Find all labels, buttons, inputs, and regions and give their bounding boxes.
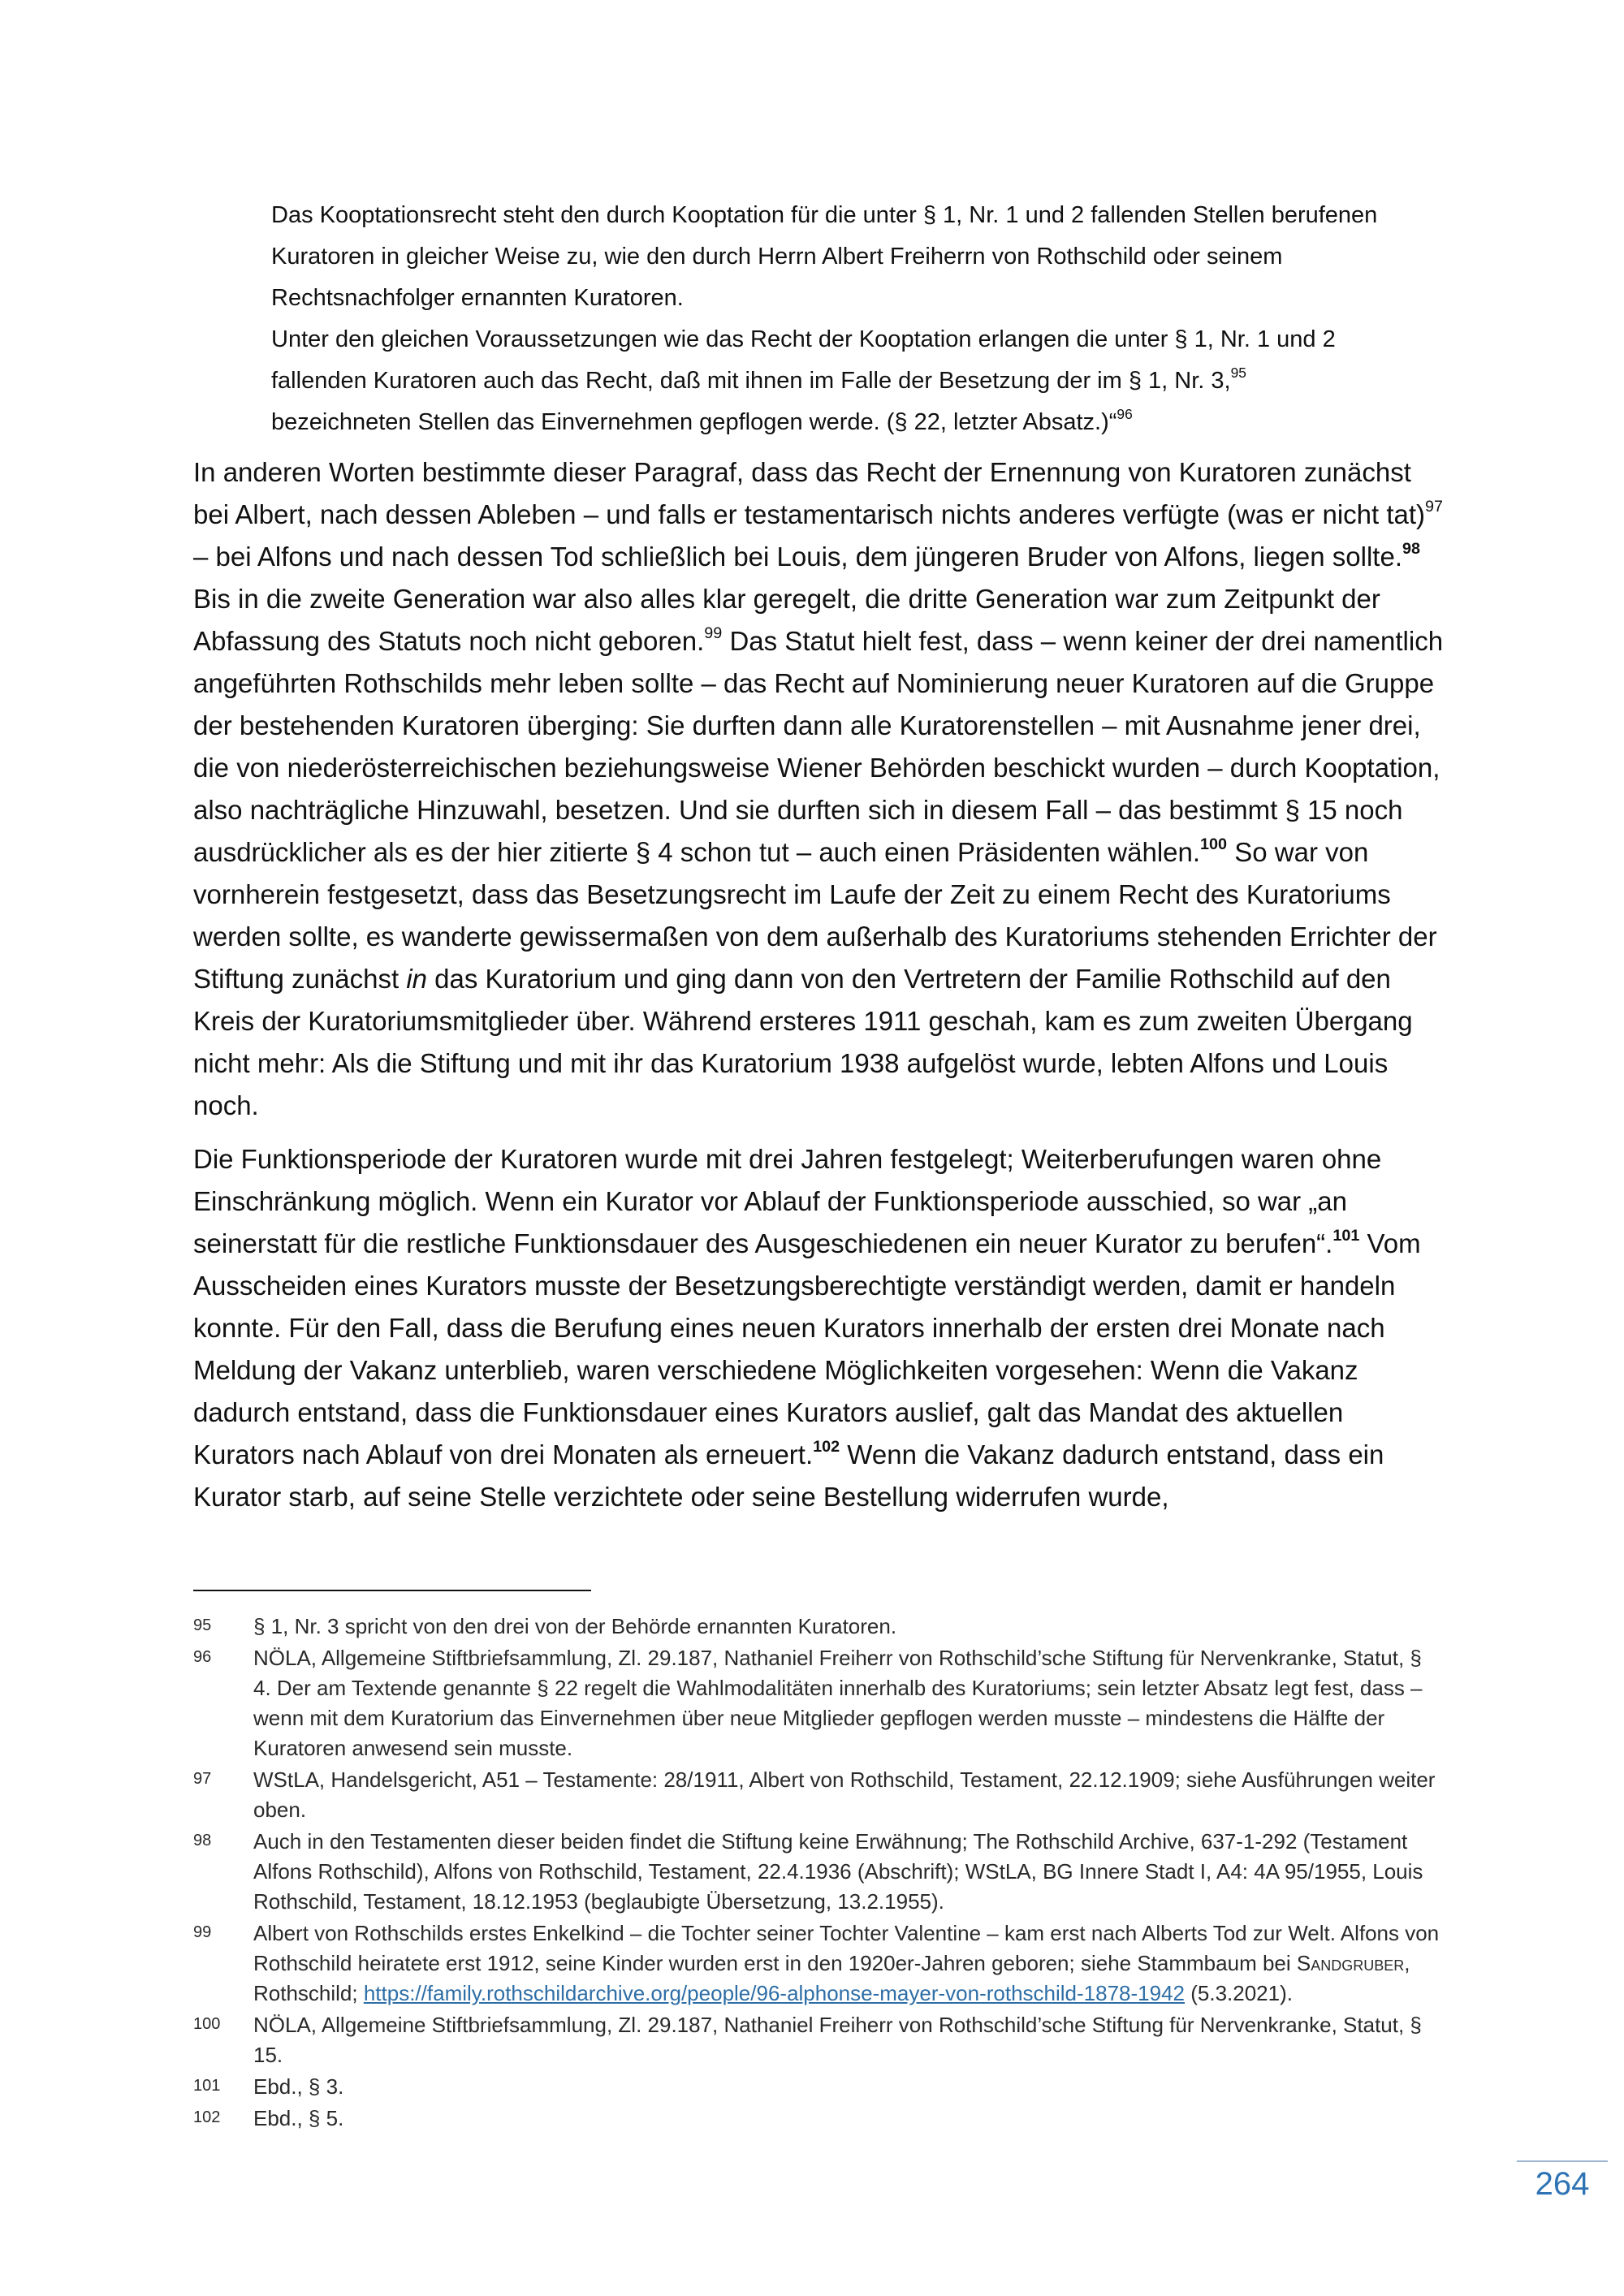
footnote-number: 101 [193,2077,221,2095]
footnote-text: NÖLA, Allgemeine Stiftbriefsammlung, Zl. 29.187, Nathaniel Freiherr von Rothschild’sche Stiftung für Nervenkranke, Statut, § 4. Der am Textende genannte § 22 regelt die Wahlmodalitäten innerhalb des Kuratoriums; sein letzter Absatz legt fest, dass – wenn mit dem Kuratorium das Einvernehmen über neue Mitglieder gepflogen werden musste – mindestens die Hälfte der Kuratoren anwesend sein musste. [253,1646,1423,1760]
footnote [193,2104,1444,2134]
footnote-link[interactable]: https://family.rothschildarchive.org/people/96-alphonse-mayer-von-rothschild-1878-1942 [363,1981,1185,2005]
footnote-separator [193,1590,591,1591]
footnote [193,1827,1444,1917]
footnote-ref[interactable]: 97 [1425,498,1444,516]
footnote-text: Auch in den Testamenten dieser beiden findet die Stiftung keine Erwähnung; The Rothschild Archive, 637-1-292 (Testament Alfons Rothschild), Alfons von Rothschild, Testament, 22.4.1936 (Abschrift); WStLA, BG Innere Stadt I, A4: 4A 95/1955, Louis Rothschild, Testament, 18.12.1953 (beglaubigte Übersetzung, 13.2.1955). [253,1829,1423,1914]
footnote [193,1918,1444,2009]
footnote-text: NÖLA, Allgemeine Stiftbriefsammlung, Zl. 29.187, Nathaniel Freiherr von Rothschild’sche Stiftung für Nervenkranke, Statut, § 15. [253,2013,1422,2067]
footnote-ref[interactable]: 98 [1402,540,1421,559]
footnote-number: 98 [193,1832,212,1849]
footnote [193,2010,1444,2070]
body-paragraph: In anderen Worten bestimmte dieser Paragraf, dass das Recht der Ernennung von Kuratoren zunächst bei Albert, nach dessen Ableben – und falls er testamentarisch nichts anderes verfügte (was er nicht tat)$^{97}$ – bei Alfons und nach dessen Tod schließlich bei Louis, dem jüngeren Bruder von Alfons, liegen sollte.$^{98}$ Bis in die zweite Generation war also alles klar geregelt, die dritte Generation war zum Zeitpunkt der Abfassung des Statuts noch nicht geboren.$^{99}$ Das Statut hielt fest, dass – wenn keiner der drei namentlich angeführten Rothschilds mehr leben sollte – das Recht auf Nominierung neuer Kuratoren auf die Gruppe der bestehenden Kuratoren überging: Sie durften dann alle Kuratorenstellen – mit Ausnahme jener drei, die von niederösterreichischen beziehungsweise Wiener Behörden beschickt wurden – durch Kooptation, also nachträgliche Hinzuwahl, besetzen. Und sie durften sich in diesem Fall – das bestimmt § 15 noch ausdrücklicher als es der hier zitierte § 4 schon tut – auch einen Präsidenten wählen.$^{100}$ So war von vornherein festgesetzt, dass das Besetzungsrecht im Laufe der Zeit zu einem Recht des Kuratoriums werden sollte, es wanderte gewissermaßen von dem außerhalb des Kuratoriums stehenden Errichter der Stiftung zunächst in das Kuratorium und ging dann von den Vertretern der Familie Rothschild auf den Kreis der Kuratoriumsmitglieder über. Während ersteres 1911 geschah, kam es zum zweiten Übergang nicht mehr: Als die Stiftung und mit ihr das Kuratorium 1938 aufgelöst wurde, lebten Alfons und Louis noch. [193,457,1444,1120]
footnote-number: 102 [193,2108,221,2126]
quote-paragraph: Das Kooptationsrecht steht den durch Kooptation für die unter § 1, Nr. 1 und 2 fallenden Stellen berufenen Kuratoren in gleicher Weise zu, wie den durch Herrn Albert Freiherrn von Rothschild oder seinem Rechtsnachfolger ernannten Kuratoren. [271,202,1378,311]
footnote-number: 99 [193,1923,212,1941]
author-name: Sandgruber [1296,1951,1405,1975]
footnote [193,1643,1444,1763]
footnote-number: 97 [193,1770,212,1788]
footnote [193,1765,1444,1825]
footnote-ref[interactable]: 99 [704,624,723,643]
footnote-number: 96 [193,1648,212,1666]
footnote [193,2072,1444,2102]
footnote-text: Ebd., § 5. [253,2106,344,2130]
page-number-rule [1517,2160,1608,2162]
footnote-ref[interactable]: 95 [1230,364,1246,381]
footnote-text: Ebd., § 3. [253,2074,344,2099]
footnote [193,1612,1444,1642]
footnote-number: 100 [193,2015,221,2033]
body-text [193,451,1444,1530]
footnote-text: § 1, Nr. 3 spricht von den drei von der Behörde ernannten Kuratoren. [253,1614,897,1638]
footnote-ref[interactable]: 101 [1332,1227,1360,1245]
footnote-ref[interactable]: 102 [813,1438,840,1457]
footnote-ref[interactable]: 100 [1200,835,1228,854]
footnote-text: Albert von Rothschilds erstes Enkelkind – die Tochter seiner Tochter Valentine – kam erst nach Alberts Tod zur Welt. Alfons von Rothschild heiratete erst 1912, seine Kinder wurden erst in den 1920er-Jahren geboren; siehe Stammbaum bei Sandgruber, Rothschild; https://family.rothschildarchive.org/people/96-alphonse-mayer-von-rothschild-1878-1942 (5.3.2021). [253,1921,1440,2005]
emphasis: in [406,964,428,994]
footnote-text: WStLA, Handelsgericht, A51 – Testamente: 28/1911, Albert von Rothschild, Testament, 22.12.1909; siehe Ausführungen weiter oben. [253,1767,1436,1822]
block-quote [271,195,1392,443]
body-paragraph: Die Funktionsperiode der Kuratoren wurde mit drei Jahren festgelegt; Weiterberufungen waren ohne Einschränkung möglich. Wenn ein Kurator vor Ablauf der Funktionsperiode ausschied, so war „an seinerstatt für die restliche Funktionsdauer des Ausgeschiedenen ein neuer Kurator zu berufen“.$^{101}$ Vom Ausscheiden eines Kurators musste der Besetzungsberechtigte verständigt werden, damit er handeln konnte. Für den Fall, dass die Berufung eines neuen Kurators innerhalb der ersten drei Monate nach Meldung der Vakanz unterblieb, waren verschiedene Möglichkeiten vorgesehen: Wenn die Vakanz dadurch entstand, dass die Funktionsdauer eines Kurators auslief, galt das Mandat des aktuellen Kurators nach Ablauf von drei Monaten als erneuert.$^{102}$ Wenn die Vakanz dadurch entstand, dass ein Kurator starb, auf seine Stelle verzichtete oder seine Bestellung widerrufen wurde, [193,1144,1421,1512]
footnotes [193,1612,1444,2135]
page-number: 264 [1535,2166,1590,2202]
footnote-number: 95 [193,1616,212,1634]
footnote-ref[interactable]: 96 [1116,405,1133,422]
quote-paragraph: Unter den gleichen Voraussetzungen wie das Recht der Kooptation erlangen die unter § 1, Nr. 1 und 2 fallenden Kuratoren auch das Recht, daß mit ihnen im Falle der Besetzung der im § 1, Nr. 3,95 bezeichneten Stellen das Einvernehmen gepflogen werde. (§ 22, letzter Absatz.)“$^{96}$ [271,326,1336,435]
